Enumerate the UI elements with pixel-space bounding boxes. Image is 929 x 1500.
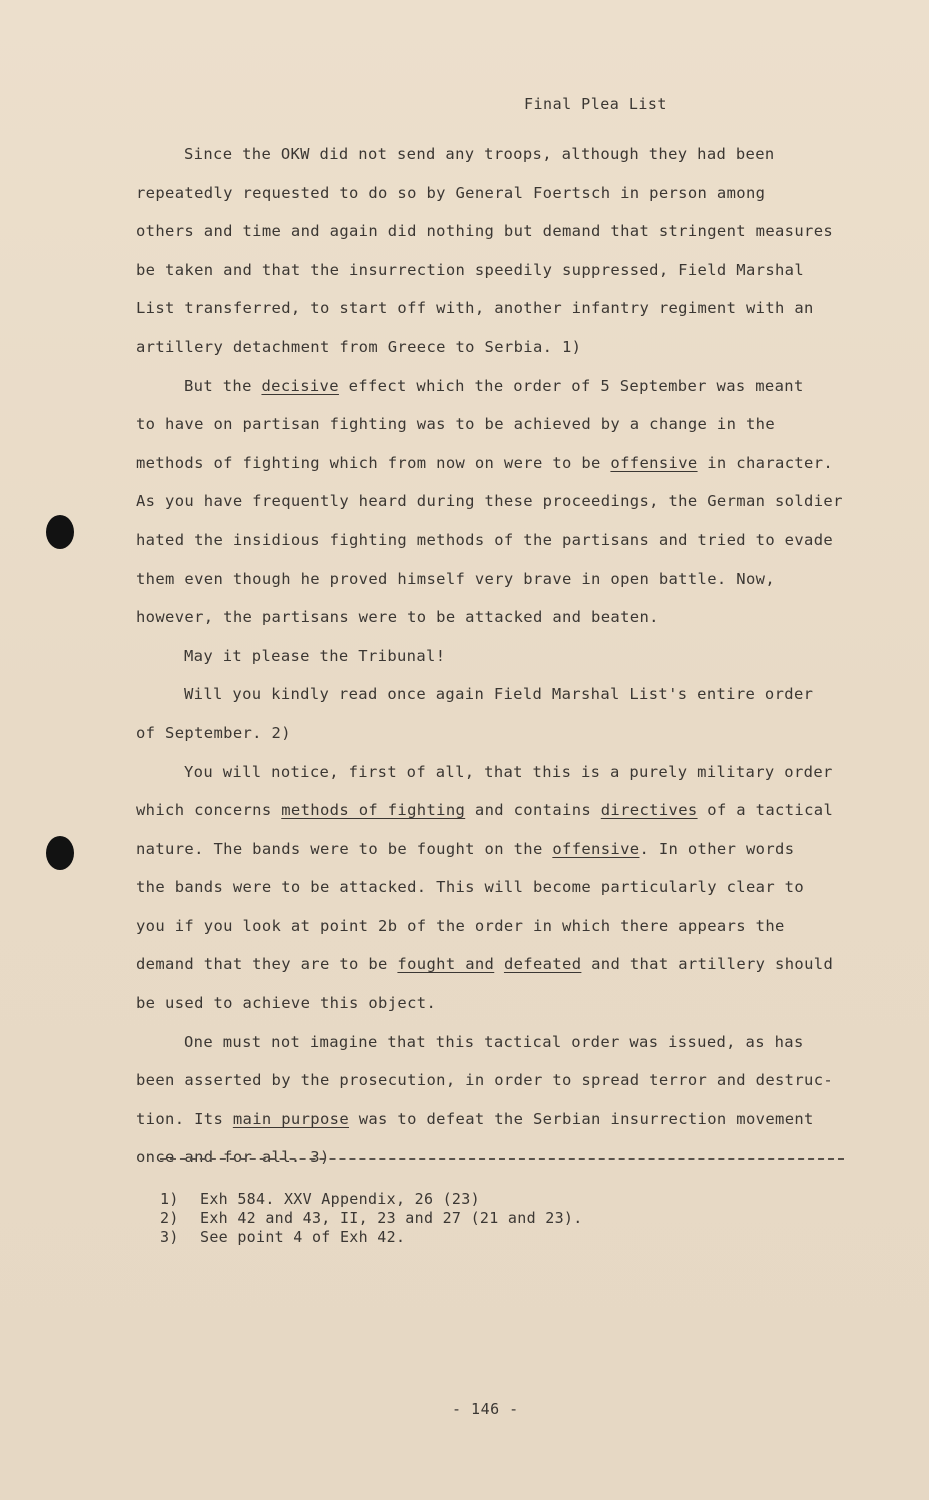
text-line: the bands were to be attacked. This will become particularly clear to bbox=[136, 878, 805, 897]
text-segment: and that artillery should bbox=[581, 955, 834, 974]
text-line: One must not imagine that this tactical order was issued, as has bbox=[184, 1032, 804, 1051]
footnote-text: Exh 42 and 43, II, 23 and 27 (21 and 23). bbox=[200, 1209, 583, 1227]
footnote-divider bbox=[160, 1158, 844, 1160]
paragraph bbox=[136, 1023, 851, 1177]
text-line: been asserted by the prosecution, in order to spread terror and destruc- bbox=[136, 1071, 834, 1090]
footnote-text: See point 4 of Exh 42. bbox=[200, 1228, 406, 1246]
text-line bbox=[136, 444, 851, 483]
footnote-number: 1) bbox=[160, 1190, 179, 1208]
footnotes bbox=[160, 1190, 583, 1247]
underlined-text: defeated bbox=[503, 955, 582, 974]
text-line: be used to achieve this object. bbox=[136, 994, 437, 1013]
text-line bbox=[136, 367, 851, 406]
text-line: hated the insidious fighting methods of the partisans and tried to evade bbox=[136, 530, 834, 549]
text-line: repeatedly requested to do so by General Foertsch in person among bbox=[136, 183, 766, 202]
footnote-number: 2) bbox=[160, 1209, 179, 1227]
footnote bbox=[160, 1209, 583, 1228]
text-segment: and contains bbox=[465, 801, 601, 820]
underlined-text: decisive bbox=[261, 376, 339, 395]
text-segment: nature. The bands were to be fought on the bbox=[136, 839, 553, 858]
paragraph bbox=[136, 753, 851, 1023]
punch-hole bbox=[46, 515, 74, 549]
text-line: As you have frequently heard during these proceedings, the German soldier bbox=[136, 492, 843, 511]
punch-hole bbox=[46, 836, 74, 870]
paragraph bbox=[136, 675, 851, 752]
underlined-text: offensive bbox=[610, 453, 698, 472]
text-segment: was to defeat the Serbian insurrection movement bbox=[349, 1109, 814, 1128]
text-line: Will you kindly read once again Field Marshal List's entire order bbox=[184, 685, 814, 704]
text-line bbox=[136, 791, 851, 830]
text-segment: . In other words bbox=[639, 839, 795, 858]
text-segment: methods of fighting which from now on were to be bbox=[136, 453, 611, 472]
text-line: them even though he proved himself very brave in open battle. Now, bbox=[136, 569, 775, 588]
text-segment: tion. Its bbox=[136, 1109, 233, 1128]
underlined-text: main purpose bbox=[232, 1109, 350, 1128]
footnote bbox=[160, 1190, 583, 1209]
underlined-text: fought and bbox=[397, 955, 495, 974]
footnote-text: Exh 584. XXV Appendix, 26 (23) bbox=[200, 1190, 480, 1208]
page-number: - 146 - bbox=[452, 1400, 519, 1418]
underlined-text: methods of fighting bbox=[281, 801, 466, 820]
text-line: Since the OKW did not send any troops, although they had been bbox=[184, 145, 775, 163]
text-line: of September. 2) bbox=[136, 723, 291, 742]
text-line bbox=[136, 1100, 851, 1139]
underlined-text: directives bbox=[600, 801, 698, 820]
text-line: May it please the Tribunal! bbox=[184, 646, 446, 665]
text-line: once and for all. 3) bbox=[136, 1148, 330, 1167]
text-line bbox=[136, 945, 851, 984]
paragraph bbox=[136, 367, 851, 637]
footnote bbox=[160, 1228, 583, 1247]
text-line: however, the partisans were to be attacked and beaten. bbox=[136, 608, 659, 627]
page-header: Final Plea List bbox=[524, 95, 667, 113]
text-segment: which concerns bbox=[136, 801, 282, 820]
paragraph bbox=[136, 135, 851, 367]
text-line: to have on partisan fighting was to be achieved by a change in the bbox=[136, 415, 775, 434]
text-segment: effect which the order of 5 September was meant bbox=[338, 376, 804, 395]
text-line bbox=[136, 830, 851, 869]
text-segment: of a tactical bbox=[697, 801, 834, 820]
text-line: artillery detachment from Greece to Serbia. 1) bbox=[136, 337, 582, 356]
underlined-text: offensive bbox=[552, 839, 640, 858]
text-segment: in character. bbox=[697, 453, 834, 472]
text-line: others and time and again did nothing but demand that stringent measures bbox=[136, 222, 834, 241]
text-line: be taken and that the insurrection speedily suppressed, Field Marshal bbox=[136, 260, 805, 279]
footnote-number: 3) bbox=[160, 1228, 179, 1246]
plea-body-text bbox=[136, 135, 851, 1177]
text-segment: demand that they are to be bbox=[136, 955, 398, 974]
text-line: List transferred, to start off with, another infantry regiment with an bbox=[136, 299, 814, 318]
text-segment bbox=[494, 955, 504, 973]
text-segment: But the bbox=[184, 376, 262, 395]
text-line: You will notice, first of all, that this is a purely military order bbox=[184, 762, 833, 781]
text-line: you if you look at point 2b of the order in which there appears the bbox=[136, 916, 785, 935]
paragraph bbox=[136, 637, 851, 676]
